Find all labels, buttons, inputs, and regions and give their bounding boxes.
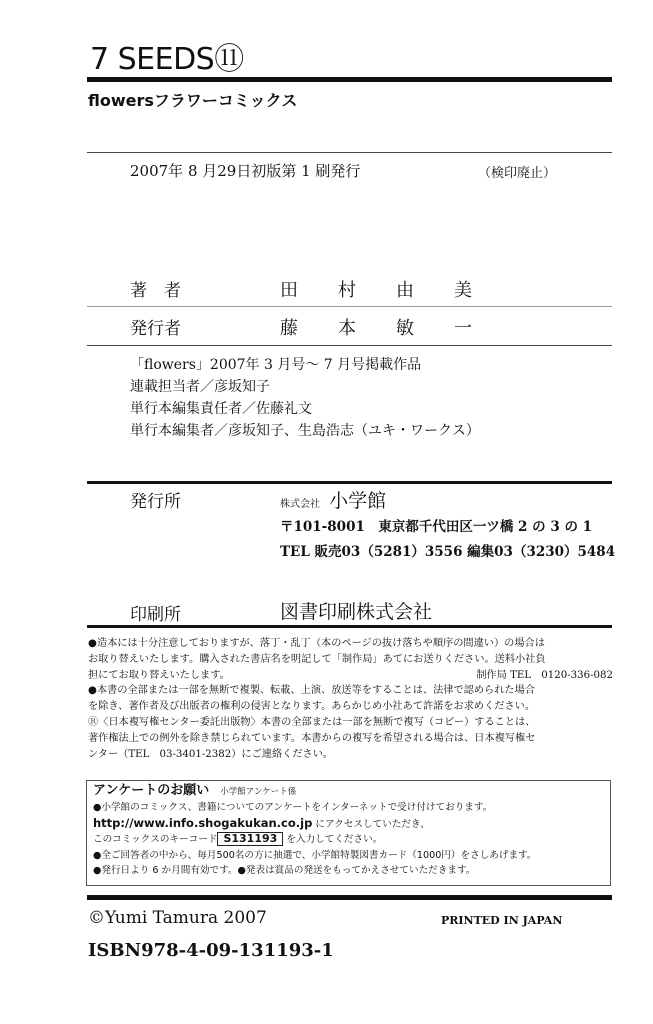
survey-dept: 小学館アンケート係 [220, 787, 297, 797]
seal-note: （検印廃止） [478, 166, 557, 181]
survey-line: ●小学館のコミックス、書籍についてのアンケートをインターネットで受け付けております。 [93, 802, 493, 814]
production-tel: 制作局 TEL 0120-336-082 [476, 669, 613, 681]
publisher-label: 発行所 [130, 492, 181, 512]
printer-name: 図書印刷株式会社 [280, 601, 433, 623]
publisher-person-label: 発行者 [130, 319, 181, 339]
note-line: ●造本には十分注意しておりますが、落丁・乱丁（本のページの抜け落ちや順序の間違い）の場合は [88, 638, 545, 649]
book-title: 7 SEEDS⑪ [90, 42, 244, 77]
char: 美 [454, 280, 472, 301]
publisher-name: 小学館 [329, 490, 387, 512]
note-line: ンター（TEL 03-3401-2382）にご連絡ください。 [88, 748, 334, 760]
divider [87, 77, 612, 82]
note-text: 担にてお取り替えいたします。 [88, 669, 230, 681]
divider [87, 481, 612, 484]
divider [87, 152, 612, 153]
publisher-company [280, 486, 386, 513]
char: 敏 [396, 318, 414, 339]
edition-line: 2007年 8 月29日初版第 1 刷発行 [130, 162, 361, 180]
survey-text: にアクセスしていただき、 [315, 818, 430, 830]
char: 一 [454, 318, 472, 339]
author-label: 著 者 [130, 281, 181, 301]
char: 田 [280, 280, 298, 301]
char: 本 [338, 318, 356, 339]
note-line [88, 668, 613, 684]
char: 村 [338, 280, 356, 301]
company-type: 株式会社 [280, 499, 320, 510]
isbn: ISBN978-4-09-131193-1 [88, 940, 334, 961]
credit-line: 単行本編集責任者／佐藤礼文 [130, 401, 312, 417]
printer-label: 印刷所 [130, 605, 181, 625]
credit-line: 「flowers」2007年 3 月号～ 7 月号掲載作品 [130, 357, 422, 373]
divider [87, 345, 612, 346]
survey-box [86, 780, 611, 886]
divider [87, 895, 612, 900]
survey-text: このコミックスのキーコード [93, 834, 218, 846]
imprint-label: flowersフラワーコミックス [88, 91, 298, 110]
publisher-address: 〒101-8001 東京都千代田区一ツ橋 2 の 3 の 1 [280, 519, 593, 535]
survey-line: ●全ご回答者の中から、毎月500名の方に抽選で、小学館特製図書カード（1000円）をさしあげます。 [93, 849, 537, 861]
divider [87, 306, 612, 307]
note-line: 著作権法上での例外を除き禁じられています。本書からの複写を希望される場合は、日本複写権セ [88, 732, 536, 744]
note-line: を除き、著作者及び出版者の権利の侵害となります。あらかじめ小社あて許諾をお求めください。 [88, 701, 536, 713]
credit-line: 単行本編集者／彦坂知子、生島浩志（ユキ・ワークス） [130, 423, 480, 439]
survey-text: を入力してください。 [286, 834, 383, 846]
survey-heading: アンケートのお願い [93, 783, 210, 798]
copyright: ©Yumi Tamura 2007 [88, 908, 267, 928]
credits [130, 354, 480, 442]
publisher-tel: TEL 販売03（5281）3556 編集03（3230）5484 [280, 544, 616, 560]
printed-in: PRINTED IN JAPAN [441, 914, 563, 927]
key-code: S131193 [217, 832, 283, 846]
notes [88, 636, 613, 762]
survey-url[interactable]: http://www.info.shogakukan.co.jp [93, 815, 313, 830]
publisher-person-name [280, 314, 512, 340]
note-line: Ⓡ〈日本複写権センター委託出版物〉本書の全部または一部を無断で複写（コピー）することは、 [88, 716, 536, 728]
char: 由 [396, 280, 414, 301]
author-name [280, 276, 512, 302]
survey-line: ●発行日より 6 か月間有効です。●発表は賞品の発送をもってかえさせていただきます。 [93, 865, 476, 877]
credit-line: 連載担当者／彦坂知子 [130, 379, 270, 395]
divider [87, 625, 612, 628]
char: 藤 [280, 318, 298, 339]
note-line: ●本書の全部または一部を無断で複製、転載、上演、放送等をすることは、法律で認められた場合 [88, 685, 535, 697]
note-line: お取り替えいたします。購入された書店名を明記して「制作局」あてにお送りください。送料小社負 [88, 653, 546, 665]
